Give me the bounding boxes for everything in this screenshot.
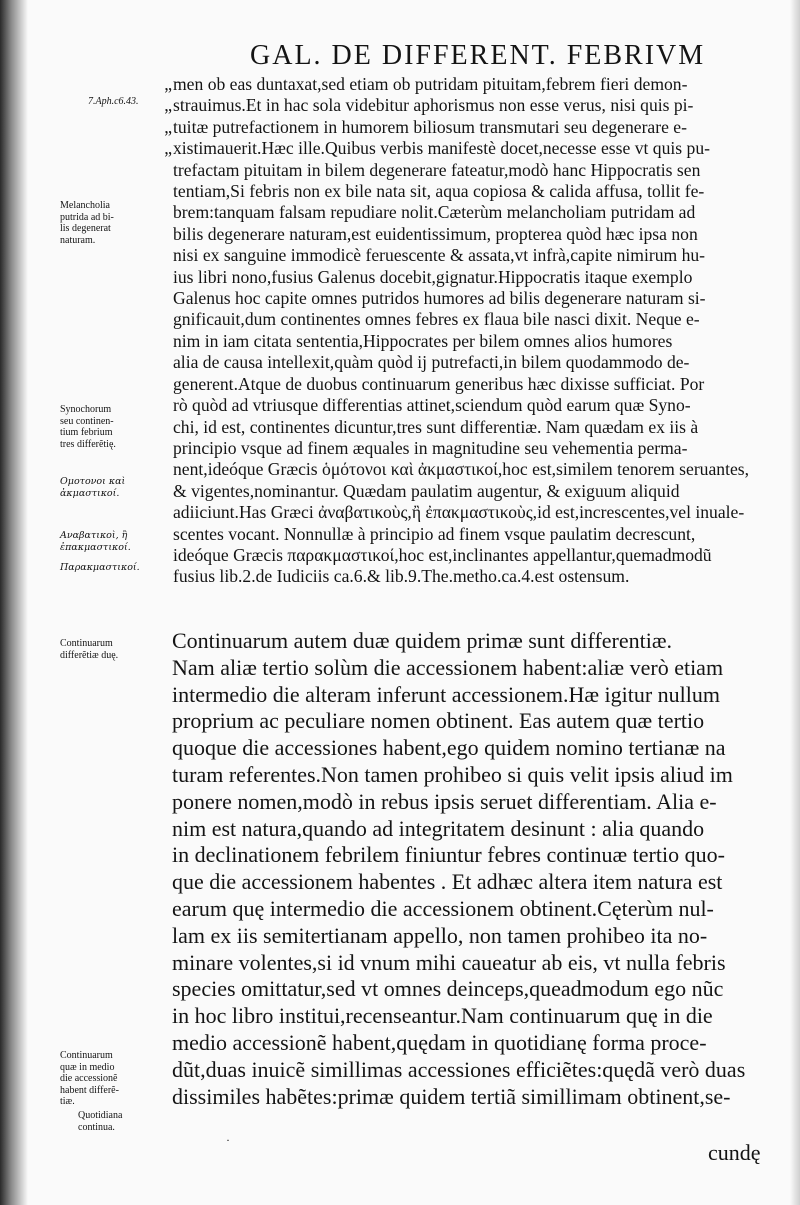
- margin-note-synochorum: [60, 404, 166, 450]
- margin-note-medio-die: [60, 1050, 166, 1108]
- page-edge: [790, 0, 800, 1205]
- text-line: rò quòd ad vtriusque differentias attinet,sciendum quòd earum quæ Syno-: [173, 395, 691, 416]
- text-line: nisi ex sanguine immodicè feruescente & assata,vt infrà,capite nimirum hu-: [173, 245, 706, 266]
- margin-line: tiæ.: [60, 1096, 75, 1108]
- commentary-text: [173, 74, 773, 588]
- margin-line: tium febrium: [60, 427, 113, 439]
- margin-greek-anabatikoi: [60, 530, 166, 553]
- text-line: ius libri nono,fusius Galenus docebit,gignatur.Hippocratis itaque exemplo: [173, 266, 693, 287]
- quote-mark: „: [164, 116, 172, 137]
- margin-line: naturam.: [60, 234, 96, 246]
- margin-line: die accessionẽ: [60, 1073, 118, 1085]
- margin-line: Quotidiana: [78, 1110, 123, 1121]
- text-line: quoque die accessiones habent,ego quidem nomino tertianæ na: [172, 735, 726, 761]
- text-line: scentes vocant. Nonnullæ à principio ad finem vsque paulatim decrescunt,: [173, 523, 696, 544]
- text-line: dissimiles habẽtes:primæ quidem tertiã simillimam obtinent,se-: [172, 1083, 731, 1109]
- margin-note-quotidiana: [78, 1110, 184, 1133]
- stray-mark: ·: [226, 1133, 230, 1147]
- margin-line: putrida ad bi-: [60, 211, 114, 223]
- margin-line: seu continen-: [60, 415, 114, 427]
- quote-mark: „: [164, 95, 172, 116]
- text-line: Nam aliæ tertio solùm die accessionem habent:aliæ verò etiam: [172, 654, 724, 680]
- galen-text: [172, 628, 772, 1110]
- text-line: tentiam,Si febris non ex bile nata sit, aqua copiosa & calida affusa, tollit fe-: [173, 181, 705, 202]
- margin-note-melancholia: [60, 200, 166, 246]
- text-line: alia de causa intellexit,quàm quòd ij putrefacti,in bilem quodammodo de-: [173, 352, 690, 373]
- text-line: Galenus hoc capite omnes putridos humores ad bilis degenerare naturam si-: [173, 288, 706, 309]
- text-line: fusius lib.2.de Iudiciis ca.6.& lib.9.The.metho.ca.4.est ostensum.: [173, 566, 630, 587]
- catchword: cundę: [708, 1140, 761, 1165]
- text-line: nim in iam citata sententia,Hippocrates per bilem omnes alios humores: [173, 330, 673, 351]
- margin-line: continua.: [78, 1121, 115, 1133]
- margin-line: lis degenerat: [60, 223, 111, 235]
- margin-line: Melancholia: [60, 200, 110, 211]
- text-line: strauimus.Et in hac sola videbitur aphorismus non esse verus, nisi quis pi-: [173, 95, 694, 116]
- text-line: minare volentes,si id vnum mihi caueatur ab eis, vt nulla febris: [172, 949, 726, 975]
- margin-line: Αναβατικοὶ, ἢ: [60, 530, 128, 541]
- text-line: tuitæ putrefactionem in humorem biliosum transmutari seu degenerare e-: [173, 116, 687, 137]
- margin-line: Ομοτονοι καὶ: [60, 476, 126, 487]
- text-line: earum quę intermedio die accessionem obtinent.Cęterùm nul-: [172, 895, 714, 921]
- text-line: Continuarum autem duæ quidem primæ sunt differentiæ.: [172, 628, 673, 653]
- margin-line: ἐπακμαστικοί.: [60, 541, 131, 553]
- text-line: bilis degenerare naturam,est euidentissimum, propterea quòd hæc ipsa non: [173, 223, 698, 244]
- text-line: trefactam pituitam in bilem degenerare fateatur,modò hanc Hippocratis sen: [173, 159, 701, 180]
- margin-line: differẽtiæ duę.: [60, 649, 119, 661]
- text-line: xistimauerit.Hæc ille.Quibus verbis manifestè docet,necesse esse vt quis pu-: [173, 138, 710, 159]
- margin-line: habent differẽ-: [60, 1084, 119, 1096]
- margin-line: quæ in medio: [60, 1061, 115, 1073]
- text-line: ideóque Græcis παρακμαστικοί,hoc est,inclinantes appellantur,quemadmodũ: [173, 544, 712, 565]
- text-line: adiiciunt.Has Græci ἀναβατικοὺς,ἢ ἐπακμαστικοὺς,id est,increscentes,vel inuale-: [173, 502, 745, 523]
- text-line: nent,ideóque Græcis ὁμότονοι καὶ ἀκμαστικοί,hoc est,similem tenorem seruantes,: [173, 459, 750, 480]
- text-line: generent.Atque de duobus continuarum generibus hæc dixisse sufficiat. Por: [173, 373, 705, 394]
- margin-line: Continuarum: [60, 638, 113, 649]
- quotation-marks: [144, 74, 172, 160]
- text-line: in hoc libro institui,recenseantur.Nam continuarum quę in die: [172, 1003, 713, 1029]
- binding-shadow: [0, 0, 28, 1205]
- text-line: turam referentes.Non tamen prohibeo si quis velit ipsis aliud im: [172, 761, 733, 787]
- text-line: species omittatur,sed vt omnes deinceps,queadmodum ego nũc: [172, 976, 724, 1002]
- text-line: proprium ac peculiare nomen obtinent. Eas autem quæ tertio: [172, 708, 705, 734]
- quote-mark: „: [164, 74, 172, 94]
- text-line: & vigentes,nominantur. Quædam paulatim augentur, & exiguum aliquid: [173, 480, 680, 501]
- margin-line: tres differẽtię.: [60, 438, 116, 450]
- margin-line: Παρακμαστικοί.: [60, 562, 140, 573]
- quote-mark: „: [164, 138, 172, 159]
- text-line: nim est natura,quando ad integritatem desinunt : alia quando: [172, 815, 705, 841]
- text-line: brem:tanquam falsam repudiare nolit.Cæterùm melancholiam putridam ad: [173, 202, 696, 223]
- margin-greek-homotonoi: [60, 476, 166, 499]
- margin-line: Synochorum: [60, 404, 112, 415]
- text-line: que die accessionem habentes . Et adhæc altera item natura est: [172, 869, 723, 895]
- text-line: chi, id est, continentes dicuntur,tres sunt differentiæ. Nam quædam ex iis à: [173, 416, 699, 437]
- text-line: in declinationem febrilem finiuntur febres continuæ tertio quo-: [172, 842, 725, 868]
- margin-line: ἀκμαστικοί.: [60, 487, 120, 499]
- text-line: dũt,duas inuicẽ simillimas accessiones efficiẽtes:quędã verò duas: [172, 1056, 746, 1082]
- margin-note-continuarum: [60, 638, 166, 661]
- text-line: intermedio die alteram inferunt accessionem.Hæ igitur nullum: [172, 681, 721, 707]
- margin-line: Continuarum: [60, 1050, 113, 1061]
- text-line: medio accessionẽ habent,quędam in quotidianę forma proce-: [172, 1029, 707, 1055]
- aphorism-reference: 7.Aph.c6.43.: [88, 96, 139, 107]
- text-line: principio vsque ad finem æquales in magnitudine seu vehementia perma-: [173, 437, 688, 458]
- running-title: GAL. DE DIFFERENT. FEBRIVM: [250, 40, 706, 71]
- text-line: ponere nomen,modò in rebus ipsis seruet differentiam. Alia e-: [172, 788, 717, 814]
- text-line: men ob eas duntaxat,sed etiam ob putridam pituitam,febrem fieri demon-: [173, 74, 688, 94]
- margin-greek-parakmastikoi: [60, 562, 166, 574]
- text-line: lam ex iis semitertianam appello, non tamen prohibeo ita no-: [172, 922, 708, 948]
- text-line: gnificauit,dum continentes omnes febres ex flaua bile nasci dixit. Neque e-: [173, 309, 700, 330]
